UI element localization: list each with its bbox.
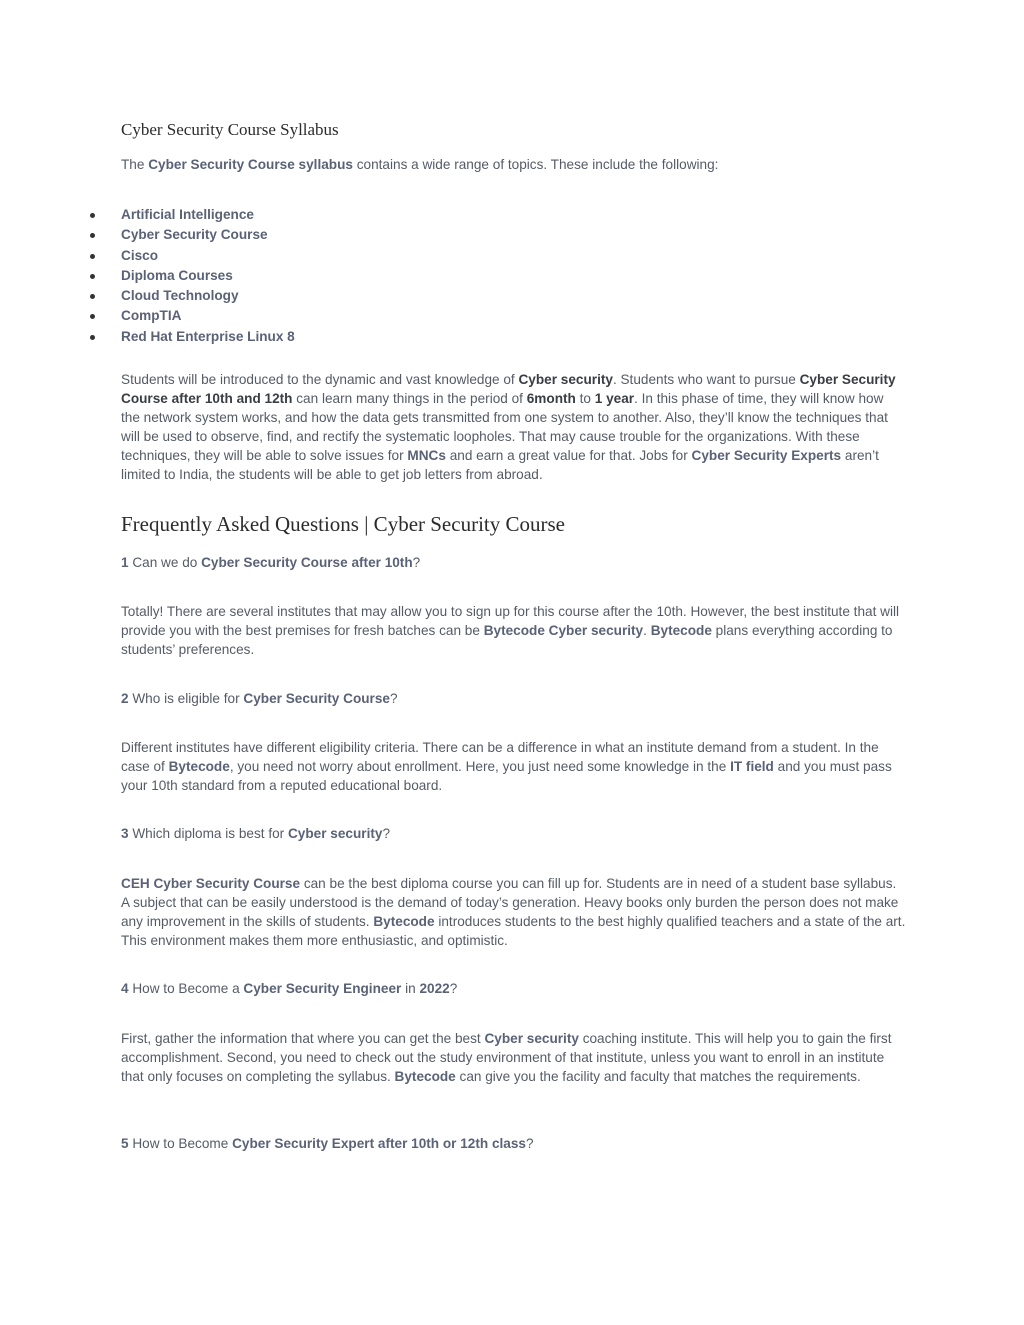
text-span: can be the best diploma course you can fill up for. Students are in need of a student base syllabus. A subject that can be easily understood is the demand of today’s generation. Heavy books only burden the person does not make any improvement in the skills of students. — [121, 876, 899, 929]
text-span: How to Become — [128, 1136, 233, 1151]
bullet-icon — [90, 213, 95, 218]
text-span: Can we do — [128, 555, 202, 570]
text-span: . In this phase of time, they will know how the network system works, and how the data gets transmitted from one system to another. Also, they’ll know the techniques that will be used to observe, find, and rectify the systematic loopholes. That may cause trouble for the organizations. With these techniques, they will be able to solve issues for — [121, 391, 888, 463]
topics-list — [0, 205, 295, 347]
bold-span: Cyber Security Course after 10th — [201, 555, 413, 570]
text-span: can learn many things in the period of — [292, 391, 527, 406]
text-span: and you must pass your 10th standard from a reputed educational board. — [121, 759, 892, 793]
question-number: 3 — [121, 826, 129, 841]
bold-span: Bytecode Cyber security — [483, 623, 644, 638]
list-item — [0, 205, 295, 225]
bullet-icon — [90, 294, 95, 299]
bold-span: 2022 — [419, 981, 450, 996]
list-item — [0, 306, 295, 326]
list-item — [0, 327, 295, 347]
bold-span: CEH Cyber Security Course — [121, 876, 301, 891]
bullet-icon — [90, 314, 95, 319]
syllabus-heading: Cyber Security Course Syllabus — [121, 120, 339, 139]
text-span: Which diploma is best for — [128, 826, 288, 841]
syllabus-intro — [121, 155, 906, 174]
bold-span: Cyber Security Experts — [691, 448, 842, 463]
text-span: , you need not worry about enrollment. Here, you just need some knowledge in the — [229, 759, 731, 774]
bold-span: Cyber Security Engineer — [243, 981, 402, 996]
question-number: 1 — [121, 555, 129, 570]
text-span: can give you the facility and faculty that matches the requirements. — [455, 1069, 861, 1084]
bold-span: Cyber security — [287, 826, 383, 841]
bold-span: Bytecode — [373, 914, 435, 929]
list-item — [0, 266, 295, 286]
faq-answer-1 — [121, 602, 906, 659]
bold-span: Bytecode — [168, 759, 230, 774]
bold-span: Bytecode — [394, 1069, 456, 1084]
topic-label: Cisco — [121, 247, 159, 263]
text-span: introduces students to the best highly qualified teachers and a state of the art. This environment makes them more enthusiastic, and optimistic. — [121, 914, 906, 948]
list-item — [0, 286, 295, 306]
text-span: ? — [412, 555, 421, 570]
topic-label: Cloud Technology — [121, 288, 239, 304]
bullet-icon — [90, 274, 95, 279]
text-span: Totally! There are several institutes that may allow you to sign up for this course after the 10th. However, the best institute that will provide you with the best premises for fresh batches can be — [121, 604, 900, 638]
bold-span: IT field — [730, 759, 774, 774]
question-number: 4 — [121, 981, 129, 996]
faq-answer-2 — [121, 738, 906, 795]
text-span: plans everything according to students’ preferences. — [121, 623, 893, 657]
faq-heading: Frequently Asked Questions | Cyber Security Course — [121, 512, 565, 536]
intro-text-post: contains a wide range of topics. These include the following: — [352, 157, 719, 172]
topic-label: Cyber Security Course — [121, 227, 268, 243]
text-span: . — [643, 623, 651, 638]
intro-bold-syllabus: Cyber Security Course syllabus — [148, 157, 353, 172]
text-span: ? — [382, 826, 390, 841]
topic-label: Artificial Intelligence — [121, 207, 254, 222]
text-span: . Students who want to pursue — [612, 372, 800, 387]
text-span: ? — [525, 1136, 534, 1151]
faq-question-3 — [121, 824, 906, 843]
bullet-icon — [90, 335, 95, 340]
topic-label: Diploma Courses — [121, 267, 233, 283]
text-span: in — [401, 981, 420, 996]
bold-span: 1 year — [594, 391, 635, 406]
text-span: First, gather the information that where you can get the best — [121, 1031, 485, 1046]
list-item — [0, 246, 295, 266]
intro-text-pre: The — [121, 157, 149, 172]
topic-label: CompTIA — [121, 308, 182, 324]
bold-span: 6month — [526, 391, 576, 406]
bold-span: Cyber security — [518, 372, 613, 387]
bold-span: Cyber Security Course — [243, 691, 390, 706]
faq-question-1 — [121, 553, 906, 572]
faq-question-2 — [121, 689, 906, 708]
list-item — [0, 225, 295, 245]
text-span: Who is eligible for — [128, 691, 244, 706]
bold-span: Bytecode — [650, 623, 712, 638]
question-number: 5 — [121, 1136, 129, 1151]
text-span: and earn a great value for that. Jobs for — [445, 448, 692, 463]
text-span: ? — [389, 691, 398, 706]
question-number: 2 — [121, 691, 129, 706]
bold-span: Cyber Security Course after 10th and 12th — [121, 372, 896, 406]
faq-question-4 — [121, 979, 906, 998]
faq-question-5 — [121, 1134, 906, 1153]
text-span: to — [575, 391, 595, 406]
bold-span: MNCs — [407, 448, 446, 463]
bold-span: Cyber security — [484, 1031, 579, 1046]
bullet-icon — [90, 254, 95, 259]
bullet-icon — [90, 233, 95, 238]
faq-answer-3 — [121, 874, 906, 950]
text-span: aren’t limited to India, the students will be able to get job letters from abroad. — [121, 448, 879, 482]
text-span: Students will be introduced to the dynamic and vast knowledge of — [121, 372, 519, 387]
text-span: coaching institute. This will help you to gain the first accomplishment. Second, you need to check out the study environment of that institute, unless you want to enroll in an institute that only focuses on completing the syllabus. — [121, 1031, 892, 1084]
students-paragraph — [121, 370, 906, 484]
text-span: ? — [449, 981, 458, 996]
text-span: How to Become a — [128, 981, 244, 996]
faq-answer-4 — [121, 1029, 906, 1086]
bold-span: Cyber Security Expert after 10th or 12th class — [232, 1136, 526, 1151]
text-span: Different institutes have different eligibility criteria. There can be a difference in what an institute demand from a student. In the case of — [121, 740, 879, 774]
topic-label: Red Hat Enterprise Linux 8 — [121, 328, 295, 344]
